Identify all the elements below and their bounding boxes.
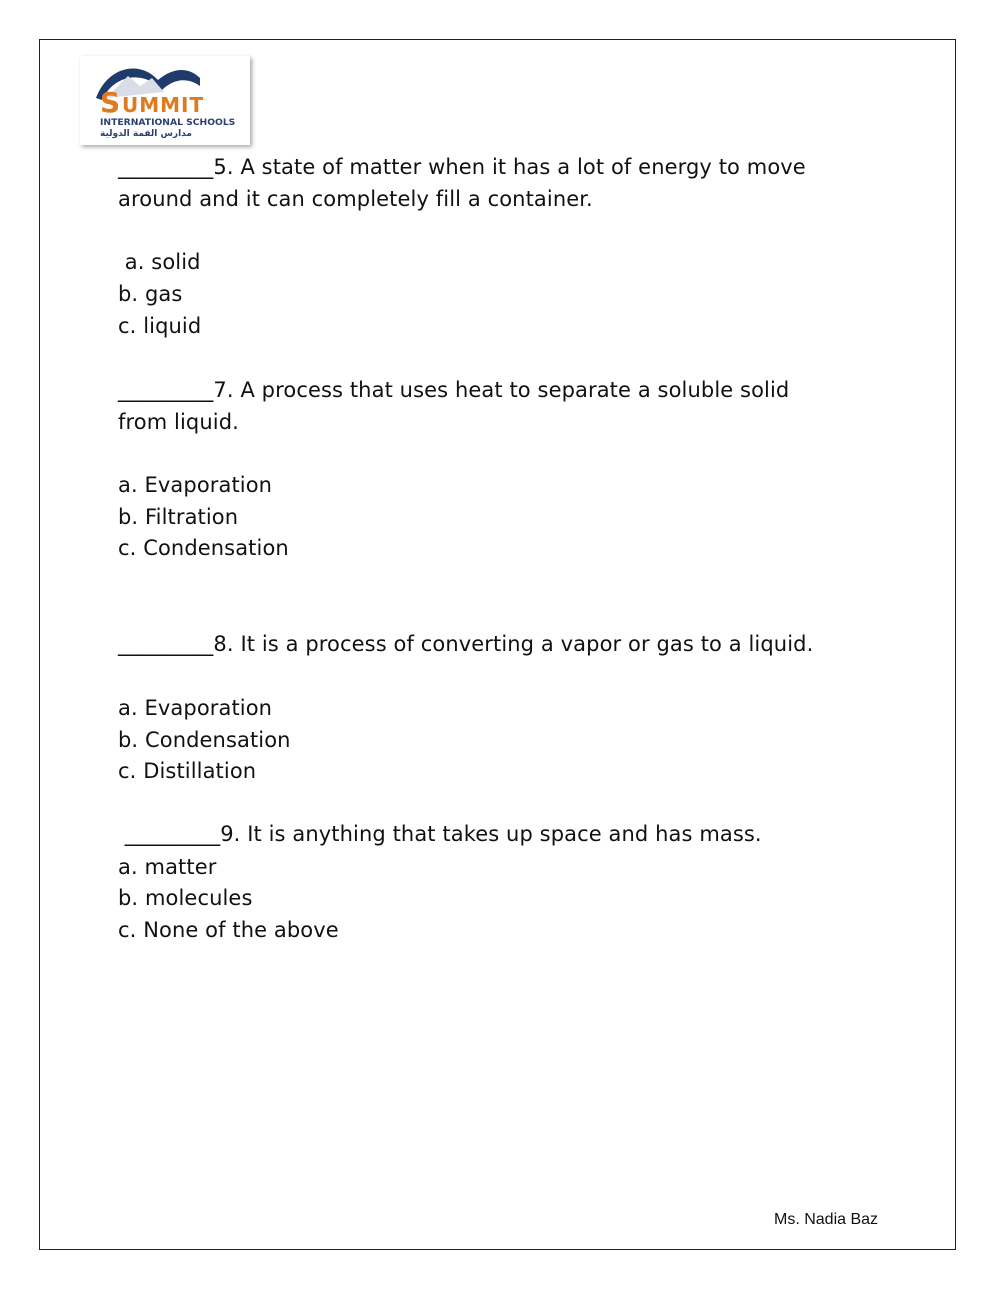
option-item: c. Distillation xyxy=(118,759,257,783)
option-item: b. Filtration xyxy=(118,505,239,529)
option-item: c. Condensation xyxy=(118,536,289,560)
option-item: b. gas xyxy=(118,282,183,306)
answer-blank[interactable]: _________ xyxy=(118,632,214,656)
logo-subtitle: INTERNATIONAL SCHOOLS xyxy=(100,117,236,128)
question-9-line-1 xyxy=(118,819,762,849)
question-7-line-1 xyxy=(118,375,789,405)
question-text: A state of matter when it has a lot of energy to move xyxy=(240,155,806,179)
option-item: a. matter xyxy=(118,855,217,879)
question-7-line-2: from liquid. xyxy=(118,410,239,434)
answer-blank[interactable]: _________ xyxy=(118,378,214,402)
question-5-line-2: around and it can completely fill a container. xyxy=(118,187,593,211)
option-item: b. Condensation xyxy=(118,728,291,752)
question-text: A process that uses heat to separate a soluble solid xyxy=(240,378,790,402)
option-item: b. molecules xyxy=(118,886,253,910)
option-item: c. liquid xyxy=(118,314,202,338)
summit-logo-icon xyxy=(80,56,250,145)
option-item: a. Evaporation xyxy=(118,473,273,497)
question-5-line-1 xyxy=(118,152,806,182)
question-number: 5. xyxy=(213,155,234,179)
option-item: a. solid xyxy=(118,250,201,274)
author-name: Ms. Nadia Baz xyxy=(774,1211,879,1228)
question-text: It is a process of converting a vapor or gas to a liquid. xyxy=(240,632,814,656)
logo-arabic: مدارس القمة الدولية xyxy=(100,129,192,139)
svg-text:UMMIT: UMMIT xyxy=(122,93,205,117)
question-8-line-1 xyxy=(118,629,813,659)
option-item: c. None of the above xyxy=(118,918,339,942)
answer-blank[interactable]: _________ xyxy=(118,155,214,179)
question-number: 9. xyxy=(220,822,241,846)
question-number: 8. xyxy=(213,632,234,656)
question-number: 7. xyxy=(213,378,234,402)
question-text: It is anything that takes up space and has mass. xyxy=(247,822,762,846)
answer-blank[interactable]: _________ xyxy=(118,822,221,846)
school-logo xyxy=(80,56,250,145)
svg-text:S: S xyxy=(100,86,121,119)
option-item: a. Evaporation xyxy=(118,696,273,720)
